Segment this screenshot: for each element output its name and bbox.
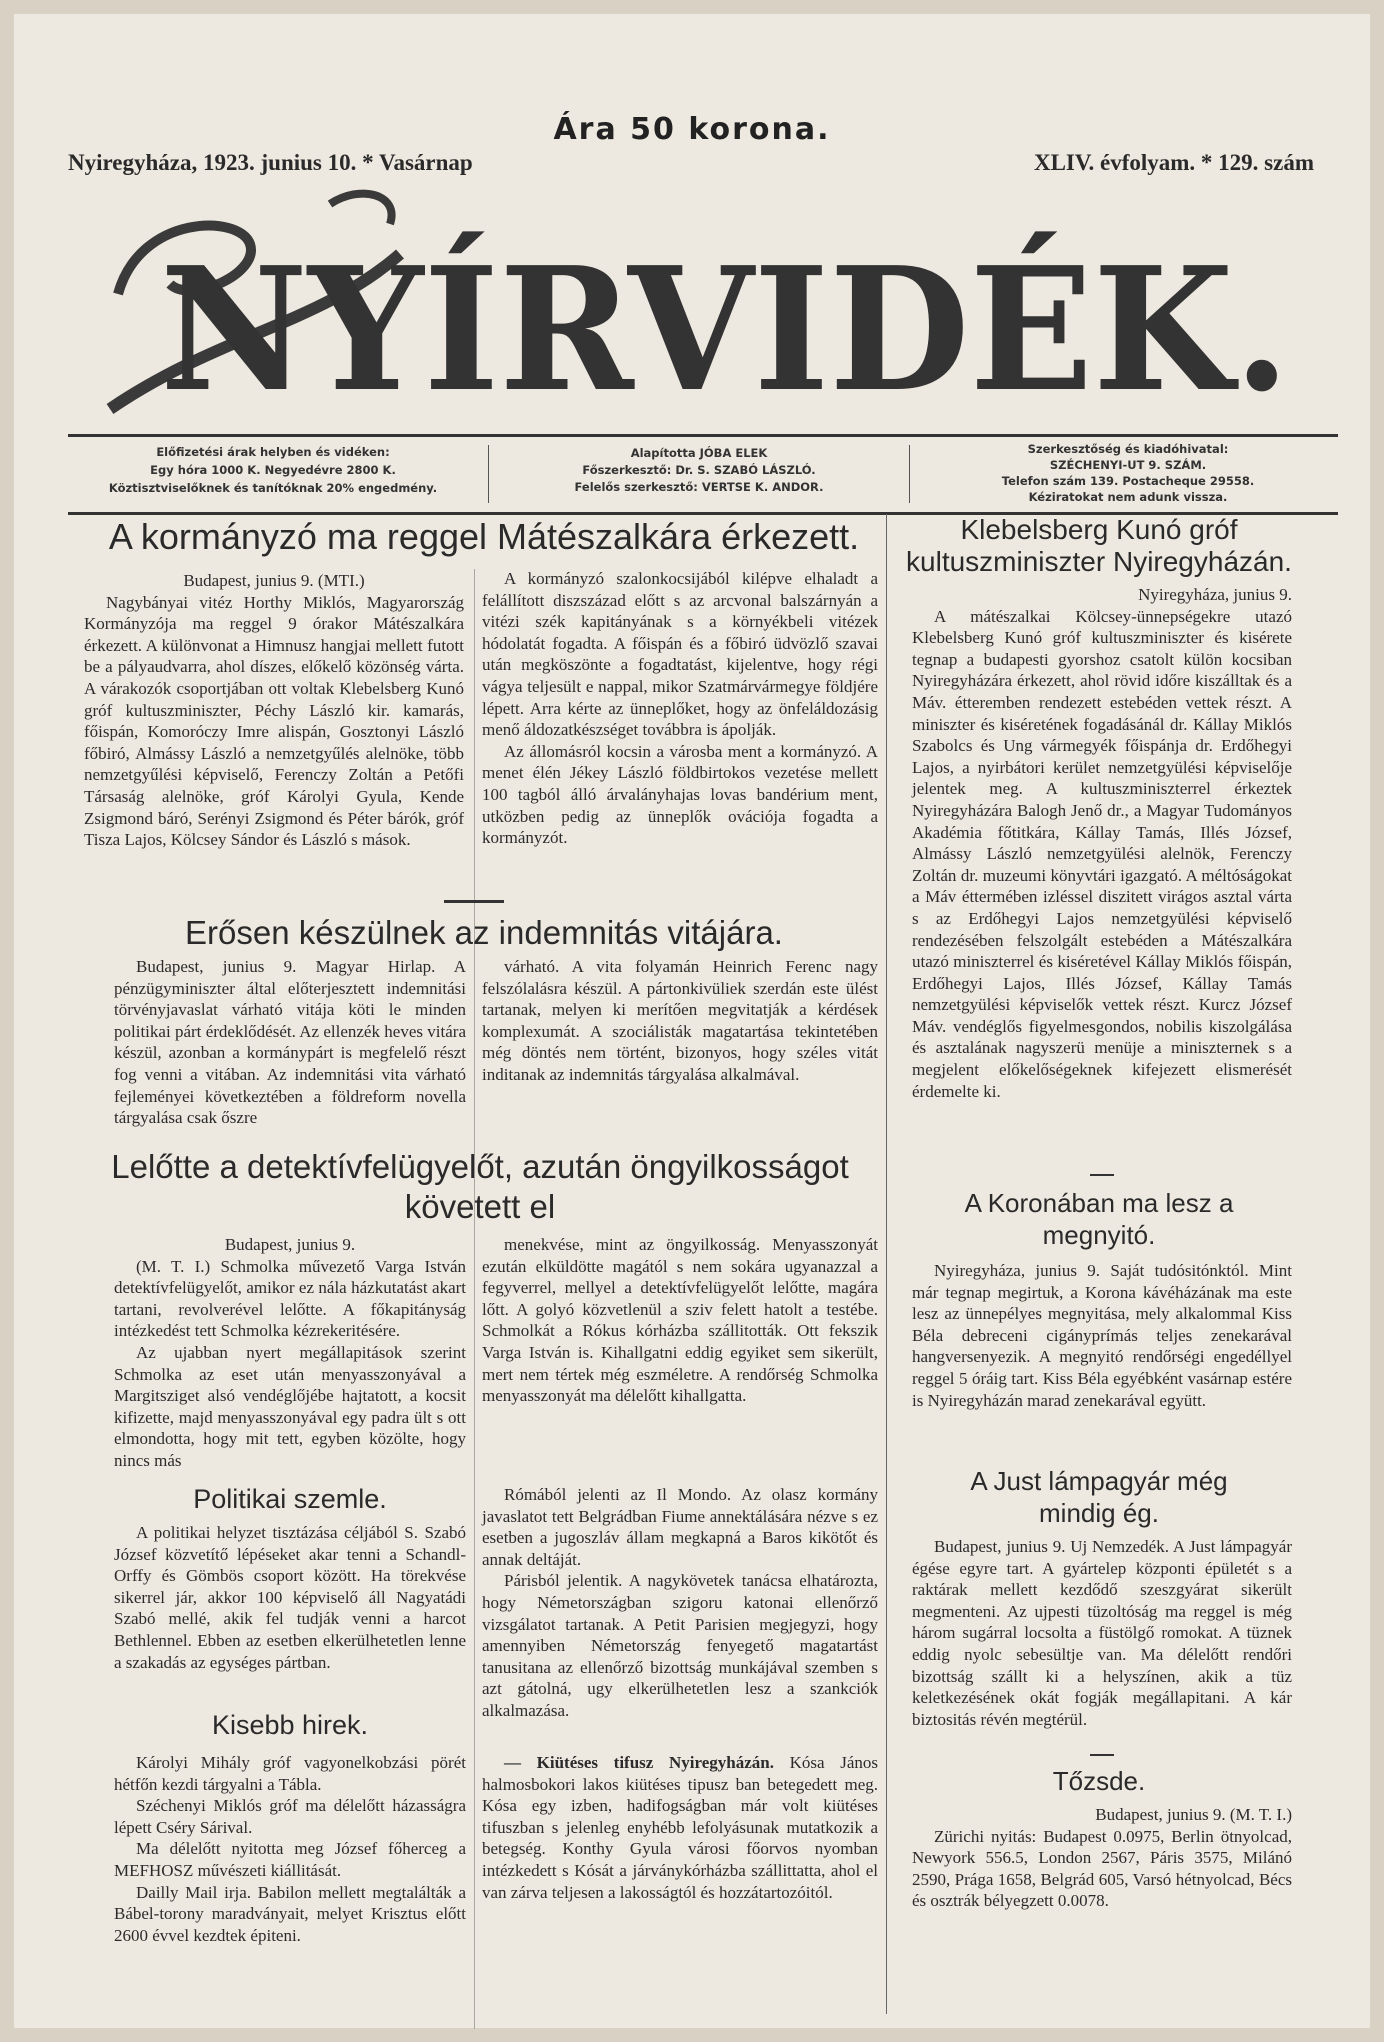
headline-kisebb-hirek: Kisebb hirek. [211,1710,369,1740]
article-kulfold: Rómából jelenti az Il Mondo. Az olasz kormány javaslatot tett Belgrádban Fiume annektálására nézve s ez esetben a jugoszláv állam megkapná a Baros kikötőt és annak deltáját. Párisból jelentik. A nagykövetek tanácsa elhatározta, hogy Németországban szigoru katonai ellenőrző vizsgálatot tartanak. A Petit Parisien megjegyzi, hogy amennyiben Németország fenyegető magatartást tanusitana az ellenőrző bizottság munkájával szemben s azt gátolná, ugy elkerülhetetlen lesz a szankciók alkalmazása. [482,1485,878,1720]
article-kormanyzo-right: A kormányzó szalonkocsijából kilépve elhaladt a felállított diszszázad előtt s az arcvonal balszárnyán a vitézi szék kapitányának s a környékbeli vitézek hódolatát fogadta. A főispán és a főbiró üdvözlő szavai után megköszönte a fogadtatást, kijelentve, hogy régi vágya teljesült e nappal, mikor Szatmárvármegye földjére lépett. Arra kérte az ünneplőket, hogy az önfeláldozásig menő áldozatkészséget továbbra is ápolják. Az állomásról kocsin a városba ment a kormányzó. A menet élén Jékey László földbirtokos vezetése mellett 100 tagból álló árvalányhajas lovas bandérium ment, utközben pedig az ünneplők ovációja fogadta a kormányzót. [482,569,878,848]
article-indemnitas-right: várható. A vita folyamán Heinrich Ferenc nagy felszólalásra készül. A pártonkivüliek szerdán este ülést tartanak, melyen ki merítően megvitatják a kérdések komplexumát. A szociálisták magatartása tekintetében még döntés nem történt, bizonyos, hogy széles vitát inditanak az indemnitás tárgyalása alkalmával. [482,957,878,1084]
masthead-logo [100,184,1290,424]
headline-indemnitas: Erősen készülnek az indemnitás vitájára. [185,914,783,951]
headline-politikai: Politikai szemle. [193,1484,387,1514]
headline-klebelsberg: Klebelsberg Kunó gróf kultuszminiszter Nyiregyházán. [906,514,1292,577]
newspaper-page [14,14,1370,2028]
issue-volume: XLIV. évfolyam. * 129. szám [1033,150,1314,175]
headline-just-2: mindig ég. [1039,1498,1159,1528]
article-kormanyzo-left: Budapest, junius 9. (MTI.) Nagybányai vitéz Horthy Miklós, Magyarország Kormányzója ma reggel 9 órakor Mátészalkára érkezett. A különvonat a Himnusz hangjai mellett futott be a pályaudvarra, ahol díszes, előkelő közönség várta. A várakozók csoportjában ott voltak Klebelsberg Kunó gróf kultuszminiszter, Péchy László kir. kamarás, főispán, Komoróczy Imre alispán, Gosztonyi László főbiró, Almássy László a nemzetgyűlés alelnöke, több nemzetgyűlési képviselő, Ferenczy Zoltán a Petőfi Társaság alelnöke, gróf Károlyi Gyula, Kende Zsigmond báró, Serényi Zsigmond és Péter bárók, gróf Tisza Lajos, Kölcsey Sándor és László s mások. [84,571,464,850]
headline-tozsde: Tőzsde. [1052,1766,1146,1796]
article-just: Budapest, junius 9. Uj Nemzedék. A Just lámpagyár égése egyre tart. A gyártelep központi épületét s a raktárak mellett kezdődő szeszgyárat sikerült megmenteni. Az ujpesti tüzoltóság ma reggel is még három sugárral locsolta a füstölgő romokat. A tüznek eddig nyolc sebesültje van. Ma délelőtt rendőri bizottság szállt ki a helyszínen, akik a tüz keletkezésének okát fogják megállapitani. A kár biztositás révén megtérül. [912,1537,1292,1729]
column-divider [886,514,887,2014]
article-tifusz: — Kiütéses tifusz Nyiregyházán. Kósa János halmosbokori lakos kiütéses tipusz ban betegedett meg. Kósa egy izben, hadifogságban már volt kiütéses tifuszban s jelenleg enyhébb lefolyásunak mutatkozik a betegség. Konthy Gyula városi főorvos nyomban intézkedett s Kósát a járványkórházba szállittatta, ahol el van zárva teljesen a lakosságtól és hozzátartozóitól. [482,1753,879,1902]
office-info: Szerkesztőség és kiadóhivatal: SZÉCHENYI-UT 9. SZÁM. Telefon szám 139. Postacheque 29558. Kéziratokat nem adunk vissza. [1001,442,1255,504]
headline-detektiv-2: követett el [404,1188,556,1225]
price-line: Ára 50 korona. [553,112,831,147]
headline-korona-1: A Koronában ma lesz a [964,1188,1234,1218]
article-kisebb-hirek: Károlyi Mihály gróf vagyonelkobzási pörét hétfőn kezdi tárgyalni a Tábla. Széchenyi Miklós gróf ma délelőtt házasságra lépett Cséry Sárival. Ma délelőtt nyitotta meg József főherceg a MEFHOSZ művészeti kiállitását. Dailly Mail irja. Babilon mellett megtalálták a Bábel-torony maradványait, melyet Krisztus előtt 2600 évvel kezdtek épiteni. [114,1753,466,1945]
article-korona: Nyiregyháza, junius 9. Saját tudósitónktól. Mint már tegnap megirtuk, a Korona kávéházának ma este lesz az ünnepélyes megnyitása, mely alkalommal Kiss Béla debreceni cigányprímás teljes zenekarával hangversenyezik. A megnyitó rendőrségi engedéllyel reggel 5 óráig tart. Kiss Béla egyébként vasárnap estére is Nyiregyházán marad zenekarával együtt. [912,1261,1292,1410]
article-detektiv-right: menekvése, mint az öngyilkosság. Menyasszonyát ezután elküldötte magától s nem sokára ugyanazzal a fegyverrel, mellyel a detektívfelügyelőt lelőtte, magára lőtt. A golyó közvetlenül a sziv felett hatolt a testébe. Schmolkát a Rókus kórházba szállitották. Ott fekszik Varga István is. Kihallgatni eddig egyiket sem sikerült, mert nem tértek még eszméletre. A rendőrség Schmolka menyasszonyát ma délelőtt kihallgatta. [482,1235,878,1406]
tifusz-title: — Kiütéses tifusz Nyiregyházán. [504,1753,774,1772]
article-detektiv-left: Budapest, junius 9. (M. T. I.) Schmolka művezető Varga István detektívfelügyelőt, amikor ez nála házkutatást akart tartani, revolverével lelőtte. A főkapitányság intézkedést tett Schmolka kézrekeritésére. Az ujabban nyert megállapitások szerint Schmolka az eset után menyasszonyával a Margitsziget alsó vendéglőjébe hajtatott, a kocsit kifizette, majd menyasszonyával egy padra ült s ott elmondotta, hogy mit tett, egyben közölte, hogy nincs más [114,1235,466,1470]
subscription-info: Előfizetési árak helyben és vidéken: Egy hóra 1000 K. Negyedévre 2800 K. Köztisztviselőknek és tanítóknak 20% engedmény. [108,445,438,495]
separator [1090,1754,1114,1756]
headline-just-1: A Just lámpagyár még [970,1466,1228,1496]
headline-kormanyzo: A kormányzó ma reggel Mátészalkára érkezett. [108,516,860,557]
headline-korona-2: megnyitó. [1042,1220,1156,1250]
headline-detektiv-1: Lelőtte a detektívfelügyelőt, azután öngyilkosságot [111,1148,849,1185]
subcolumn-divider [474,569,475,2029]
article-klebelsberg: Nyiregyháza, junius 9. A mátészalkai Kölcsey-ünnepségekre utazó Klebelsberg Kunó gróf kultuszminiszter és kisérete tegnap a budapesti gyorshoz csatolt külön kocsiban Nyiregyházára érkezett, ahol rövid időre kiszálltak és a Máv. étteremben rendezett estebéden vettek részt. A miniszter és kiséretének fogadásánál dr. Kállay Miklós Szabolcs és Ung vármegyék főispánja dr. Erdőhegyi Lajos, a nyirbátori kerület nemzetgyülési képviselője jelentek meg. A kultuszminiszterrel érkeztek Nyiregyházára Balogh Jenő dr., a Magyar Tudományos Akadémia főtitkára, Kállay Tamás, Illés József, Almássy László nemzetgyülési alelnök, Ferenczy Zoltán dr. muzeumi könyvtári igazgató. A méltóságokat a Máv éttermében izléssel diszitett virágos asztal várta s az Erdőhegyi Lajos nemzetgyülési képviselő rendezésében felszolgált estebéden a Mátészalkára utazó miniszterrel és kiséretével Kállay Miklós főispán, Erdőhegyi Lajos, Illés József, Kállay Tamás nemzetgyülési képviselők vettek részt. Kurcz József Máv. vendéglős figyelmesgondos, nobilis kiszolgálása és asztalának nagyszerü menüje a miniszternek s a megjelent előkelőségeknek kifejezett elismerését érdemelte ki. [912,585,1292,1101]
article-politikai: A politikai helyzet tisztázása céljából S. Szabó József közvetítő lépéseket akar tenni a Schandl-Orffy és Gömbös csoport között. Ha törekvése sikerrel jár, akkor 100 képviselő áll Nagyatádi Szabó mellé, akik fel tudják venni a harcot Bethlennel. Ebben az esetben elkerülhetetlen lenne a szakadás az egységes pártban. [114,1523,466,1672]
separator [444,900,504,903]
article-indemnitas-left: Budapest, junius 9. Magyar Hirlap. A pénzügyminiszter által előterjesztett indemnitási törvényjavaslat várható vitája köti le minden politikai párt érdeklődését. Az ellenzék heves vitára készül, azonban a kormánypárt is megfelelő részt fog venni a vitában. Az indemnitási vita várható fejleményei következtében a földreform novella tárgyalása csak őszre [114,957,466,1128]
info-bar [68,434,1338,515]
article-tozsde: Budapest, junius 9. (M. T. I.) Zürichi nyitás: Budapest 0.0975, Berlin ötnyolcad, Newyork 556.5, London 2567, Páris 3575, Milánó 2590, Prága 1658, Belgrád 605, Varsó hétnyolcad, Bécs és osztrák bélyegzett 0.0078. [912,1805,1292,1911]
separator [1090,1174,1114,1176]
editors-info: Alapította JÓBA ELEK Főszerkesztő: Dr. S. SZABÓ LÁSZLÓ. Felelős szerkesztő: VERTSE K. ANDOR. [488,445,910,503]
issue-date: Nyiregyháza, 1923. junius 10. * Vasárnap [68,150,473,175]
masthead-text: NYÍRVIDÉK. [160,230,1290,424]
